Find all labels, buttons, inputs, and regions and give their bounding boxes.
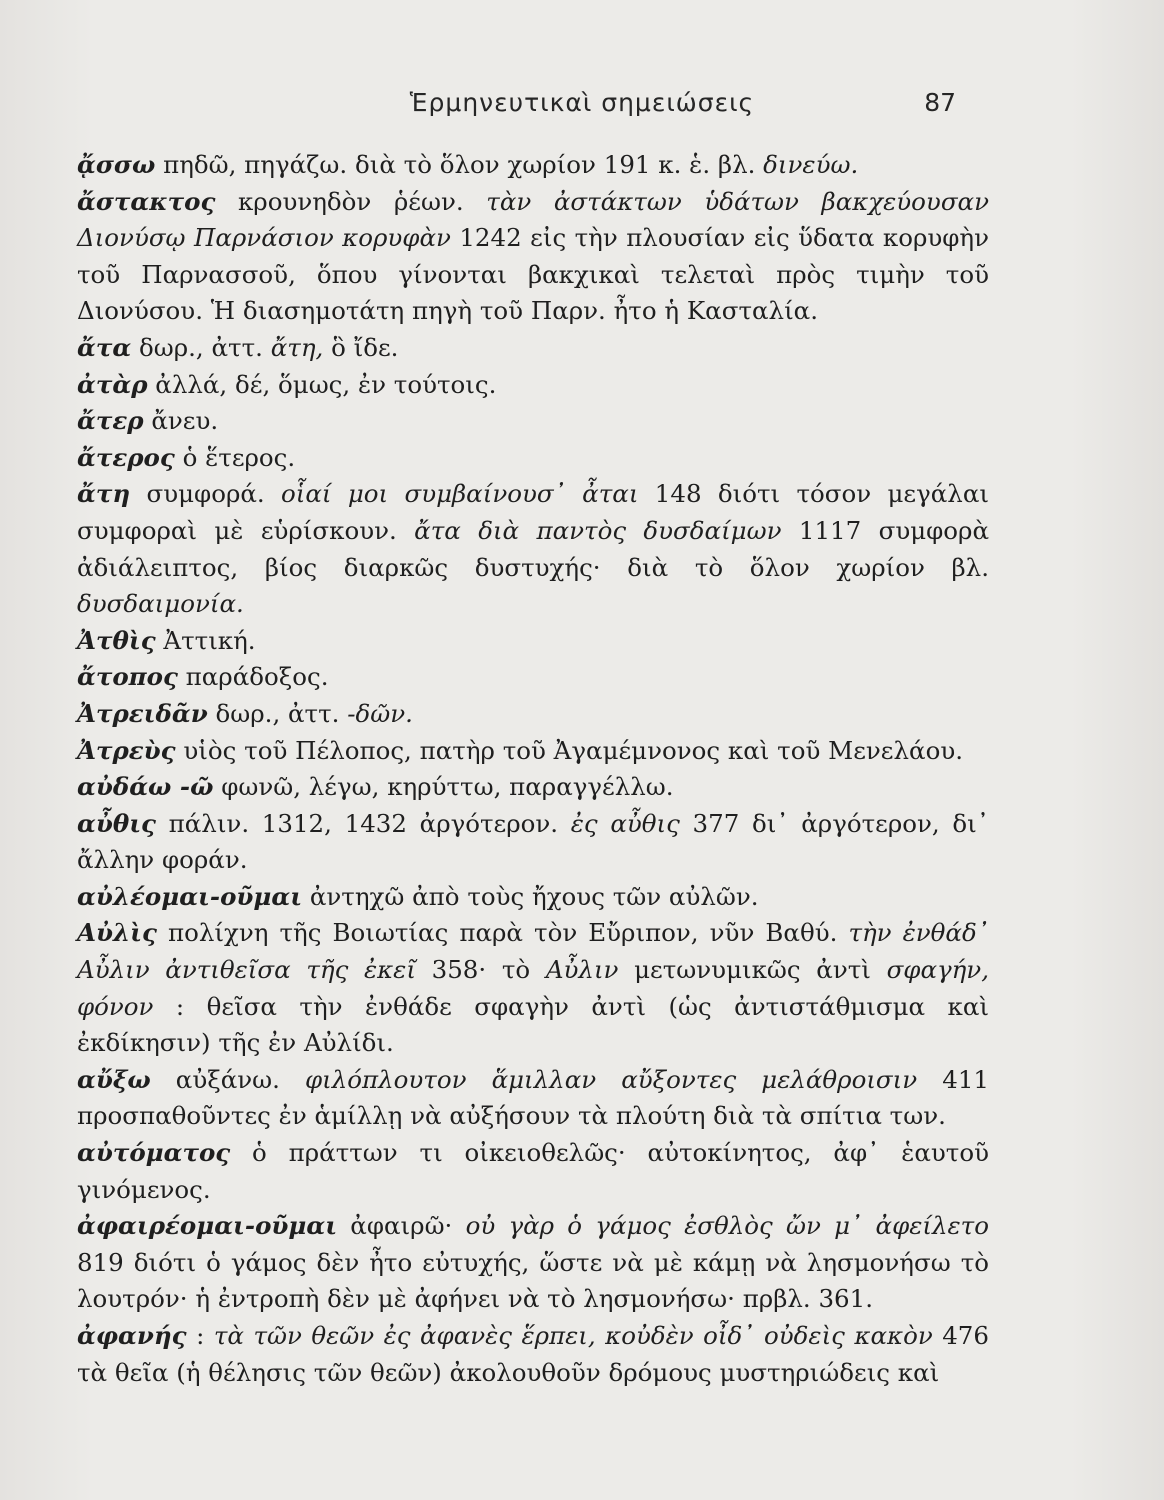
entry-gloss: υἱὸς τοῦ Πέλοπος, πατὴρ τοῦ Ἀγαμέμνονος καὶ τοῦ Μενελάου. xyxy=(175,735,964,765)
entry-headword: Ἀτρεὺς xyxy=(77,735,176,765)
entry-quote: τὴν ἐνθάδ᾽ Αὖλιν ἀντιθεῖσα τῆς ἐκεῖ xyxy=(77,918,989,985)
glossary-entry xyxy=(77,1062,989,1135)
entry-gloss: 377 δι᾽ ἀργότερον, δι᾽ ἄλλην φοράν. xyxy=(77,808,989,875)
entry-quote: τὰν ἀστάκτων ὑδάτων βακχεύουσαν Διονύσῳ Παρνάσιον κορυφὰν xyxy=(77,186,989,253)
glossary-entry xyxy=(77,1208,989,1318)
entry-headword: ἄτα xyxy=(77,332,132,362)
running-title: Ἑρμηνευτικαὶ σημειώσεις xyxy=(409,88,755,117)
glossary-entry xyxy=(77,1318,989,1391)
glossary-entry xyxy=(77,476,989,622)
entry-quote: ἄτα διὰ παντὸς δυσδαίμων xyxy=(414,515,782,545)
entry-gloss: Ἀττική. xyxy=(155,625,256,655)
entry-headword: ἀτὰρ xyxy=(77,369,148,399)
glossary-entry xyxy=(77,330,989,367)
glossary-entry xyxy=(77,915,989,1061)
entry-gloss: : xyxy=(186,1321,214,1350)
entry-headword: αὖθις xyxy=(77,808,156,838)
entry-gloss: συμφορά. xyxy=(130,479,282,509)
entry-gloss: φωνῶ, λέγω, κηρύττω, παραγγέλλω. xyxy=(213,772,674,802)
entry-headword: ᾄσσω xyxy=(77,150,156,179)
entry-gloss: 476 τὰ θεῖα (ἡ θέλησις τῶν θεῶν) ἀκολουθοῦν δρόμους μυστηριώδεις καὶ xyxy=(77,1321,989,1387)
entry-quote: τὰ τῶν θεῶν ἐς ἀφανὲς ἕρπει, κοὐδὲν οἶδ᾽ οὐδεὶς κακὸν xyxy=(213,1321,933,1350)
entry-gloss: πηδῶ, πηγάζω. διὰ τὸ ὅλον χωρίον 191 κ. ἑ. βλ. xyxy=(155,150,764,179)
glossary-entry xyxy=(77,403,989,440)
entry-quote: -δῶν. xyxy=(347,698,413,728)
page-number: 87 xyxy=(924,88,956,117)
glossary-entry xyxy=(77,806,989,879)
entry-headword: ἀφαιρέομαι-οῦμαι xyxy=(77,1211,338,1241)
glossary-entry xyxy=(77,696,989,733)
entry-headword: ἄτοπος xyxy=(77,662,178,692)
entry-gloss: πάλιν. 1312, 1432 ἀργότερον. xyxy=(155,808,571,838)
glossary-entry xyxy=(77,184,989,330)
entry-gloss: 148 διότι τόσον μεγάλαι συμφοραὶ μὲ εὑρίσκουν. xyxy=(77,479,989,545)
entry-gloss: ἀντηχῶ ἀπὸ τοὺς ἤχους τῶν αὐλῶν. xyxy=(302,881,759,911)
entry-gloss: : θεῖσα τὴν ἐνθάδε σφαγὴν ἀντὶ (ὡς ἀντιστάθμισμα καὶ ἐκδίκησιν) τῆς ἐν Αὐλίδι. xyxy=(77,991,989,1058)
entry-quote: ἐς αὖθις xyxy=(570,808,680,838)
entry-gloss: πολίχνη τῆς Βοιωτίας παρὰ τὸν Εὔριπον, νῦν Βαθύ. xyxy=(156,918,849,948)
entry-gloss: δωρ., ἀττ. xyxy=(207,698,348,728)
glossary-body xyxy=(77,147,989,1391)
entry-gloss: ὁ ἕτερος. xyxy=(174,442,296,472)
glossary-entry xyxy=(77,879,989,916)
glossary-entry xyxy=(77,147,989,184)
entry-gloss: παράδοξος. xyxy=(177,662,329,692)
entry-headword: αὐδάω -ῶ xyxy=(77,772,214,802)
entry-headword: Ἀτρειδᾶν xyxy=(77,698,208,728)
entry-headword: αὐτόματος xyxy=(77,1138,231,1168)
entry-headword: ἄστακτος xyxy=(77,186,216,216)
glossary-entry xyxy=(77,440,989,477)
entry-headword: αὐλέομαι-οῦμαι xyxy=(77,881,303,911)
entry-gloss: 819 διότι ὁ γάμος δὲν ἦτο εὐτυχής, ὥστε νὰ μὲ κάμῃ νὰ λησμονήσω τὸ λουτρόν· ἡ ἐντροπὴ δὲν μὲ ἀφήνει νὰ τὸ λησμονήσω· πρβλ. 361. xyxy=(77,1247,989,1314)
entry-gloss: αὐξάνω. xyxy=(150,1064,305,1094)
entry-quote: οὐ γὰρ ὁ γάμος ἐσθλὸς ὤν μ᾽ ἀφείλετο xyxy=(465,1211,989,1241)
entry-headword: ἄτη xyxy=(77,479,131,509)
entry-headword: ἄτερος xyxy=(77,442,175,472)
entry-gloss: μετωνυμικῶς ἀντὶ xyxy=(618,955,887,985)
entry-headword: αὔξω xyxy=(77,1064,151,1094)
entry-headword: ἀφανής xyxy=(77,1321,187,1350)
entry-gloss: 1117 συμφορὰ ἀδιάλειπτος, βίος διαρκῶς δυστυχής· διὰ τὸ ὅλον χωρίον βλ. xyxy=(77,515,989,582)
glossary-entry xyxy=(77,623,989,660)
entry-quote: οἷαί μοι συμβαίνουσ᾽ ἆται xyxy=(281,479,639,509)
entry-quote: ἄτη, xyxy=(270,332,324,362)
entry-quote: φιλόπλουτον ἅμιλλαν αὔξοντες μελάθροισιν xyxy=(304,1064,918,1094)
entry-quote: Αὖλιν xyxy=(545,955,619,985)
entry-headword: Ἀτθὶς xyxy=(77,625,156,655)
entry-gloss: δωρ., ἀττ. xyxy=(131,332,271,362)
glossary-entry xyxy=(77,1135,989,1208)
entry-gloss: ἀλλά, δέ, ὅμως, ἐν τούτοις. xyxy=(147,369,497,399)
entry-gloss: ἄνευ. xyxy=(143,406,219,436)
entry-gloss: κρουνηδὸν ῥέων. xyxy=(215,186,487,216)
glossary-entry xyxy=(77,733,989,770)
entry-gloss: 411 προσπαθοῦντες ἐν ἁμίλλῃ νὰ αὐξήσουν τὰ πλούτη διὰ τὰ σπίτια των. xyxy=(77,1064,989,1131)
entry-gloss: 1242 εἰς τὴν πλουσίαν εἰς ὕδατα κορυφὴν τοῦ Παρνασσοῦ, ὅπου γίνονται βακχικαὶ τελεταὶ πρὸς τιμὴν τοῦ Διονύσου. Ἡ διασημοτάτη πηγὴ τοῦ Παρν. ἦτο ἡ Κασταλία. xyxy=(77,223,989,326)
entry-quote: δυσδαιμονία. xyxy=(77,589,244,619)
entry-gloss: ὃ ἴδε. xyxy=(323,332,399,362)
entry-gloss: ἀφαιρῶ· xyxy=(337,1211,466,1241)
entry-headword: ἄτερ xyxy=(77,406,144,436)
entry-gloss: 358· τὸ xyxy=(415,955,546,985)
glossary-entry xyxy=(77,769,989,806)
page-header xyxy=(0,88,1164,128)
glossary-entry xyxy=(77,659,989,696)
entry-quote: σφαγήν, φόνον xyxy=(77,955,989,1021)
glossary-entry xyxy=(77,367,989,404)
entry-gloss: ὁ πράττων τι οἰκειοθελῶς· αὐτοκίνητος, ἀφ᾽ ἑαυτοῦ γινόμενος. xyxy=(77,1138,989,1204)
entry-headword: Αὐλὶς xyxy=(77,918,157,948)
entry-quote: δινεύω. xyxy=(763,150,859,179)
